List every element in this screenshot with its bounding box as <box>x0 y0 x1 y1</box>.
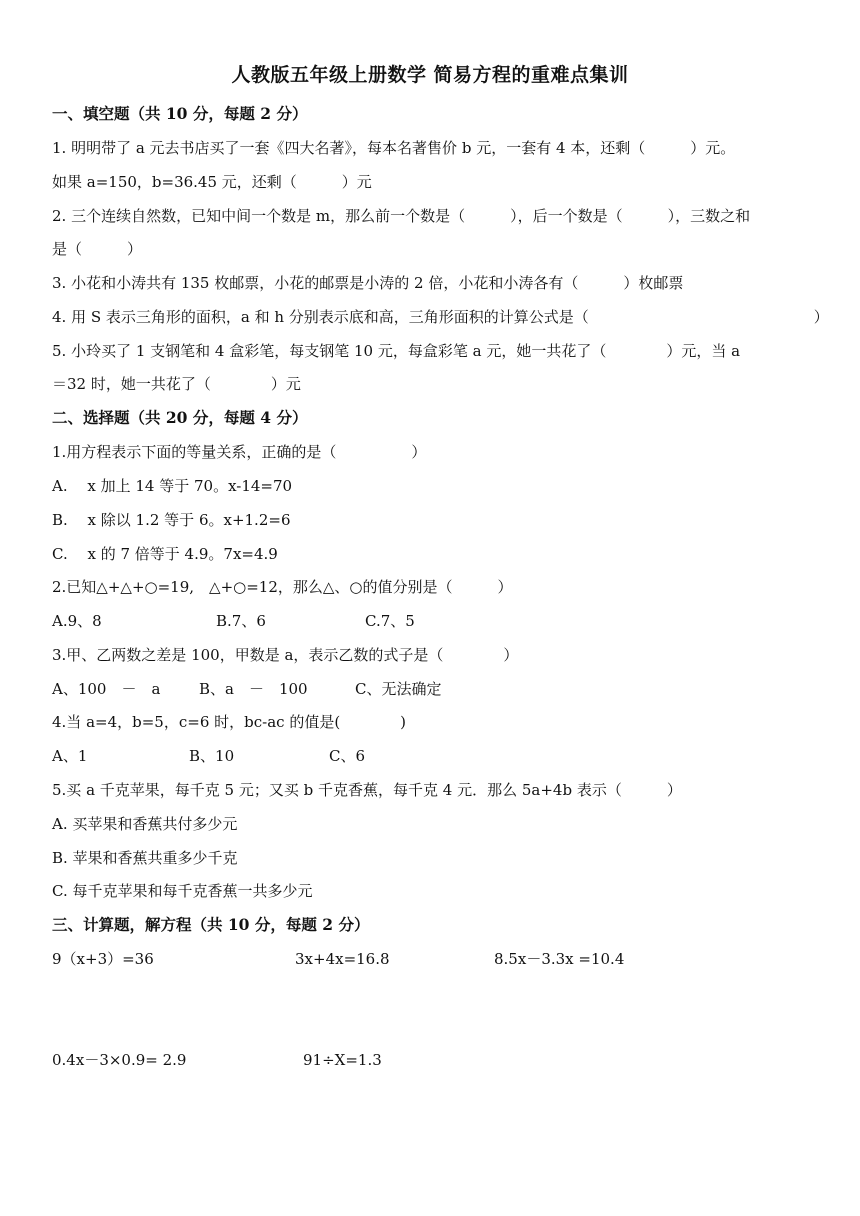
option-text: C. x 的 7 倍等于 4.9。7x=4.9 <box>52 545 278 563</box>
question-text: 5. 小玲买了 1 支钢笔和 4 盒彩笔，每支钢笔 10 元，每盒彩笔 a 元，她一共花了（ ）元，当 a <box>52 342 741 360</box>
option-text: C.7、5 <box>365 612 415 630</box>
option-text: A、1 <box>52 747 88 765</box>
question-text: 2. 三个连续自然数，已知中间一个数是 m，那么前一个数是（ ），后一个数是（ ），三数之和 <box>52 207 751 225</box>
option-text: B、a － 100 <box>199 680 308 698</box>
option-text: B、10 <box>189 747 235 765</box>
option-text: C、6 <box>329 747 366 765</box>
option-text: C、无法确定 <box>355 680 442 698</box>
question-text: 3.甲、乙两数之差是 100，甲数是 a，表示乙数的式子是（ ） <box>52 646 519 664</box>
section-heading-fill-blank: 一、填空题（共 10 分，每题 2 分） <box>52 104 308 123</box>
question-text: 是（ ） <box>52 240 143 258</box>
section-heading-choice: 二、选择题（共 20 分，每题 4 分） <box>52 408 308 427</box>
equation: 9（x+3）=36 <box>52 950 154 968</box>
option-text: A、100 － a <box>52 680 161 698</box>
equation: 3x+4x=16.8 <box>295 950 390 968</box>
page-title: 人教版五年级上册数学 简易方程的重难点集训 <box>231 64 629 86</box>
option-text: A. 买苹果和香蕉共付多少元 <box>52 815 238 833</box>
question-text: 4. 用 S 表示三角形的面积，a 和 h 分别表示底和高，三角形面积的计算公式是（ ） <box>52 308 829 326</box>
question-text: 1. 明明带了 a 元去书店买了一套《四大名著》，每本名著售价 b 元，一套有 4 本，还剩（ ）元。 <box>52 139 736 157</box>
question-text: 如果 a=150，b=36.45 元，还剩（ ）元 <box>52 173 372 191</box>
option-text: A. x 加上 14 等于 70。x-14=70 <box>52 477 293 495</box>
option-text: A.9、8 <box>52 612 102 630</box>
option-text: C. 每千克苹果和每千克香蕉一共多少元 <box>52 882 313 900</box>
question-text: ＝32 时，她一共花了（ ）元 <box>52 375 301 393</box>
question-text: 5.买 a 千克苹果，每千克 5 元；又买 b 千克香蕉，每千克 4 元．那么 5a+4b 表示（ ） <box>52 781 682 799</box>
equation: 8.5x－3.3x =10.4 <box>494 950 625 968</box>
option-text: B. x 除以 1.2 等于 6。x+1.2=6 <box>52 511 291 529</box>
question-text: 3. 小花和小涛共有 135 枚邮票，小花的邮票是小涛的 2 倍，小花和小涛各有（ ）枚邮票 <box>52 274 684 292</box>
option-text: B.7、6 <box>216 612 266 630</box>
question-text: 2.已知△+△+○=19, △+○=12，那么△、○的值分别是（ ） <box>52 578 513 596</box>
equation: 0.4x－3×0.9= 2.9 <box>52 1051 187 1069</box>
option-text: B. 苹果和香蕉共重多少千克 <box>52 849 238 867</box>
equation: 91÷X=1.3 <box>303 1051 382 1069</box>
question-text: 1.用方程表示下面的等量关系，正确的是（ ） <box>52 443 427 461</box>
question-text: 4.当 a=4，b=5，c=6 时，bc-ac 的值是( ) <box>52 713 407 731</box>
section-heading-calculation: 三、计算题，解方程（共 10 分，每题 2 分） <box>52 915 370 934</box>
